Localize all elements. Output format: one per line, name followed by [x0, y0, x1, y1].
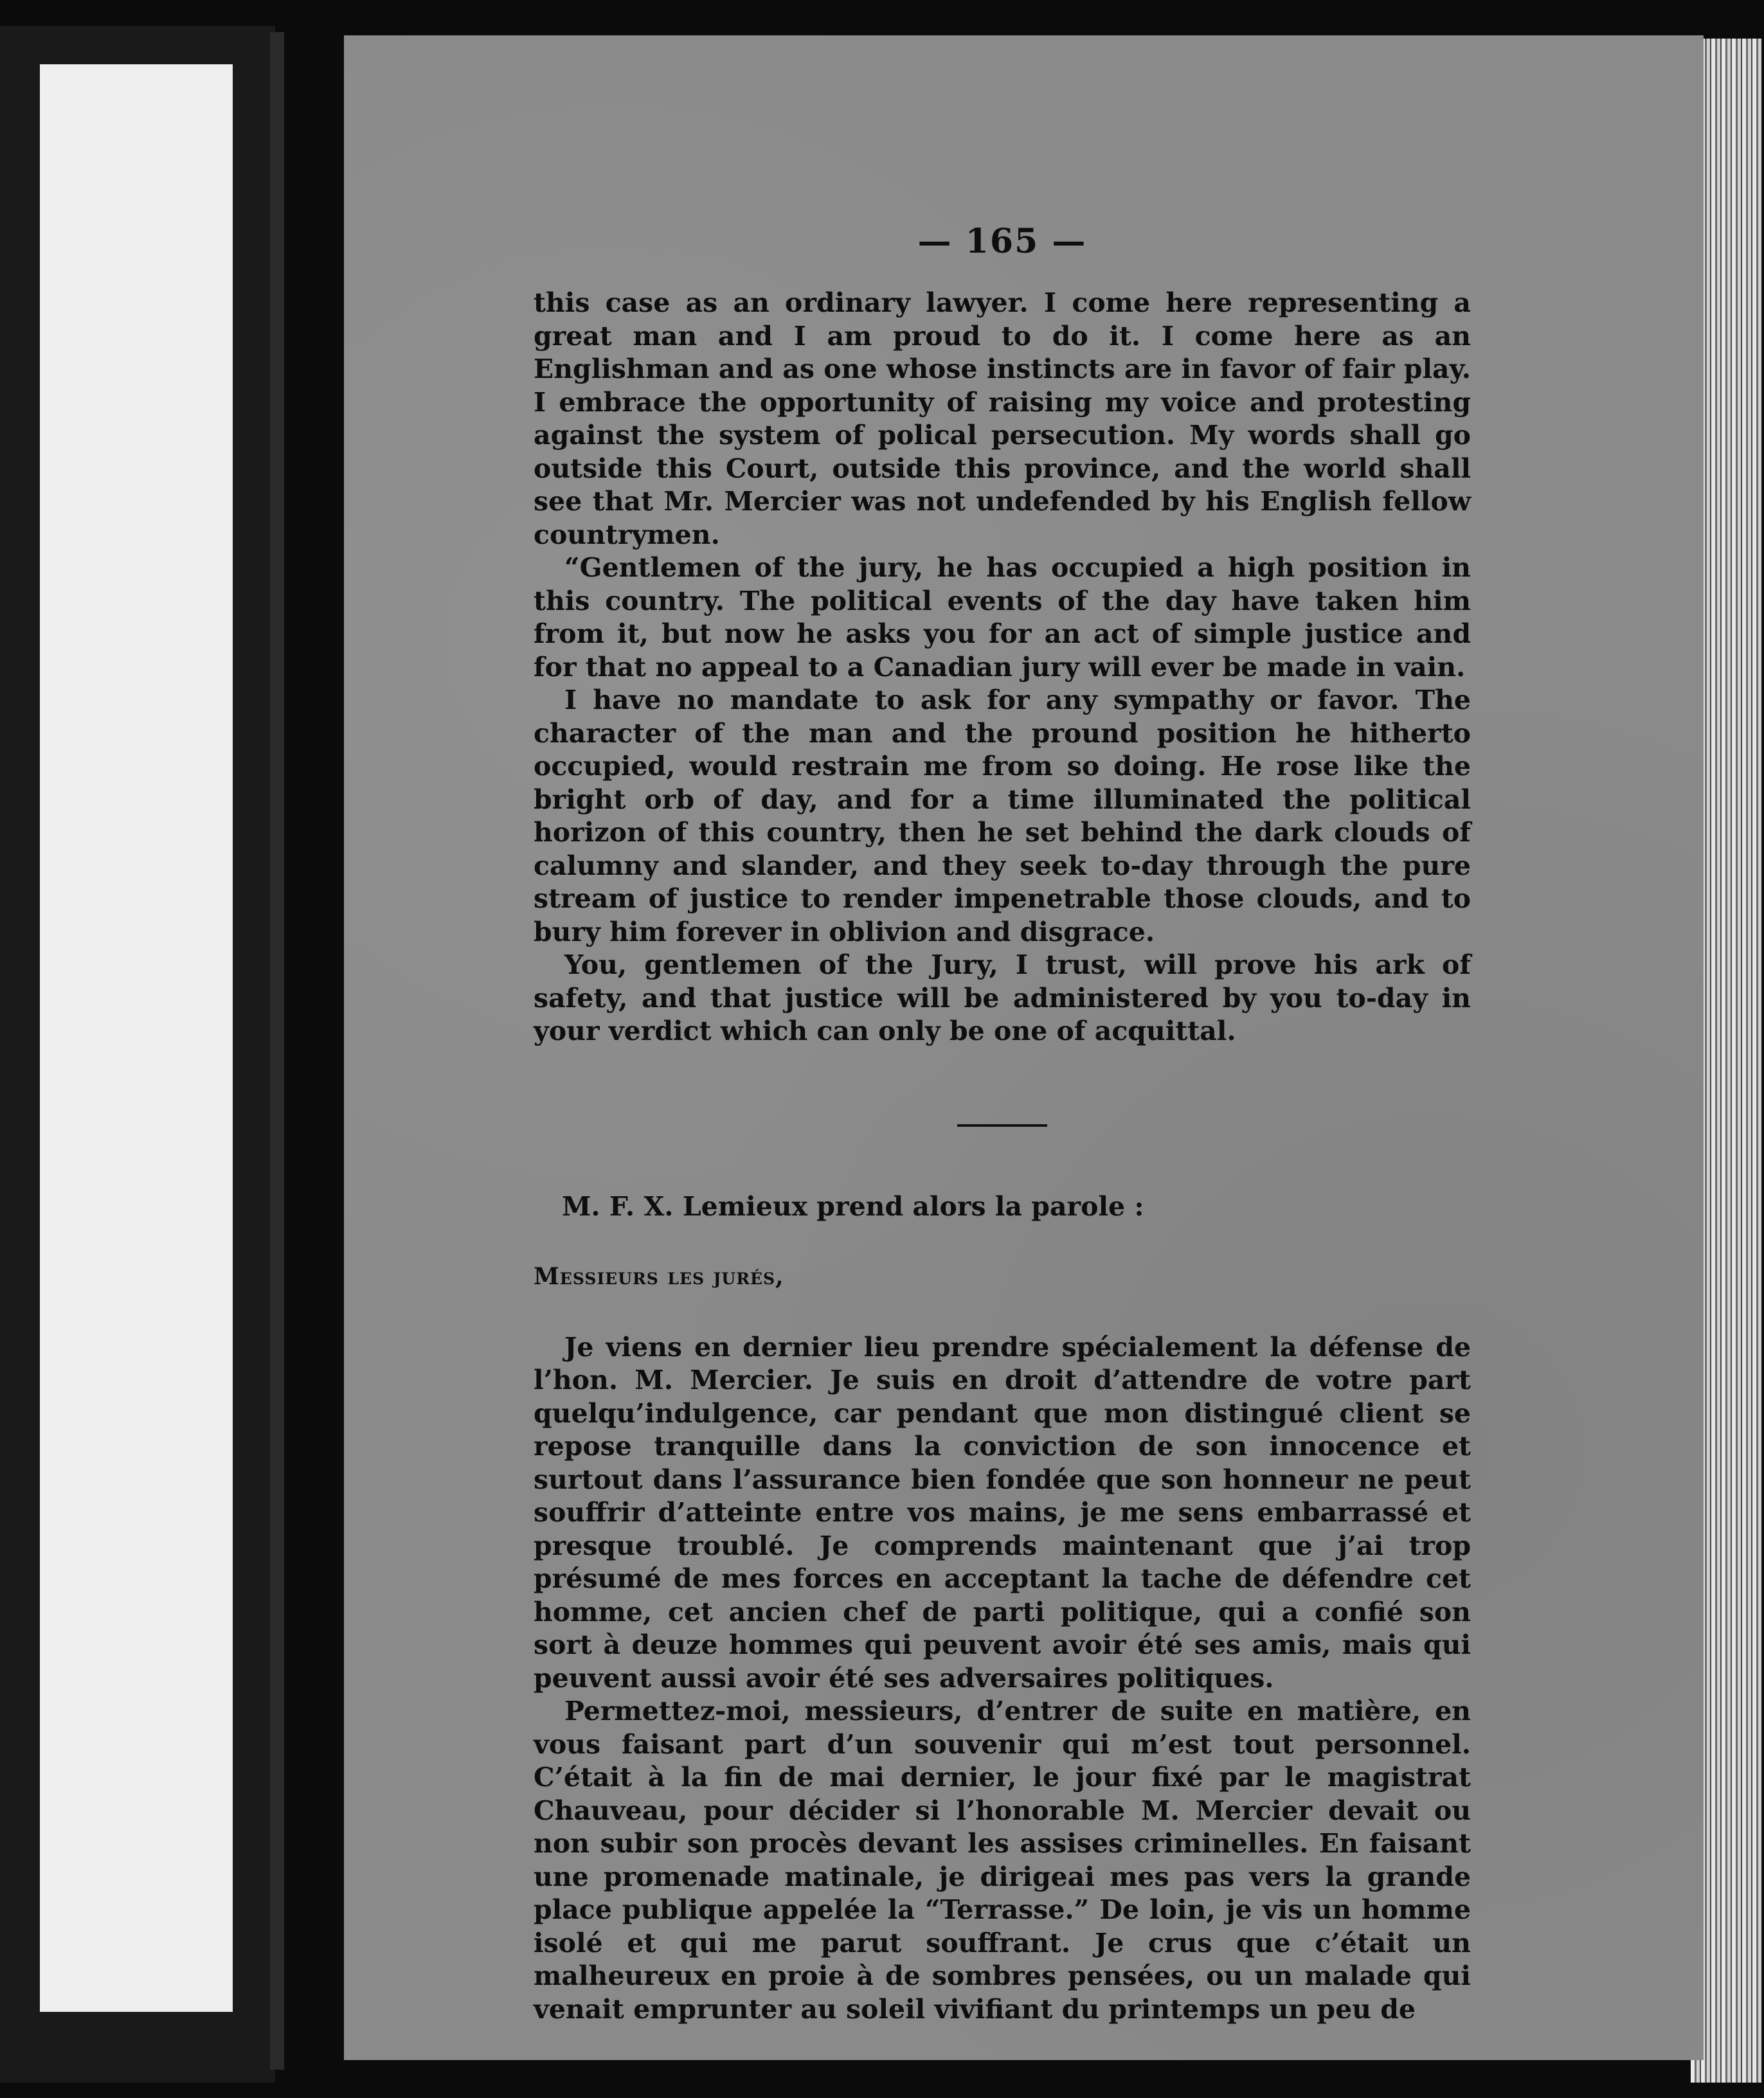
page-number: — 165 —: [917, 222, 1087, 261]
french-paragraph-1: Je viens en dernier lieu prendre spécialement la défense de l’hon. M. Mercier. Je suis en droit d’attendre de votre part quelqu’indulgence, car pendant que mon distingué client se repose tranquille dans la conviction de son innocence et surtout dans l’assurance bien fondée que son honneur ne peut souffrir d’atteinte entre vos mains, je me sens embarrassé et presque troublé. Je comprends maintenant que j’ai trop présumé de mes forces en acceptant la tache de défendre cet homme, cet ancien chef de parti politique, qui a confié son sort à deuze hommes qui peuvent avoir été ses amis, mais qui peuvent aussi avoir été ses adversaires politiques.: [534, 1331, 1471, 1694]
french-paragraph-2: Permettez-moi, messieurs, d’entrer de suite en matière, en vous faisant part d’un souvenir qui m’est tout personnel. C’était à la fin de mai dernier, le jour fixé par le magistrat Chauveau, pour décider si l’honorable M. Mercier devait ou non subir son procès devant les assises criminelles. En faisant une promenade matinale, je dirigeai mes pas vers la grande place publique appelée la “Terrasse.” De loin, je vis un homme isolé et qui me parut souffrant. Je crus que c’était un malheureux en proie à de sombres pensées, ou un malade qui venait emprunter au soleil vivifiant du printemps un peu de: [534, 1696, 1471, 2025]
page-content: [534, 222, 1471, 2026]
english-paragraph-3: I have no mandate to ask for any sympathy or favor. The character of the man and the pround position he hitherto occupied, would restrain me from so doing. He rose like the bright orb of day, and for a time illuminated the political horizon of this country, then he set behind the dark clouds of calumny and slander, and they seek to-day through the pure stream of justice to render impenetrable those clouds, and to bury him forever in oblivion and disgrace.: [534, 685, 1471, 947]
left-page-paper: [40, 64, 233, 2012]
salutation: Messieurs les jurés,: [534, 1262, 784, 1290]
english-paragraph-4: You, gentlemen of the Jury, I trust, will prove his ark of safety, and that justice will be administered by you to-day in your verdict which can only be one of acquittal.: [534, 949, 1471, 1046]
section-divider: [957, 1124, 1047, 1127]
scanned-page: [344, 35, 1704, 2060]
english-paragraph-2: “Gentlemen of the jury, he has occupied a high position in this country. The political events of the day have taken him from it, but now he asks you for an act of simple justice and for that no appeal to a Canadian jury will ever be made in vain.: [534, 552, 1471, 683]
book-gutter: [270, 32, 284, 2070]
speaker-line: M. F. X. Lemieux prend alors la parole :: [562, 1190, 1144, 1222]
left-page: [0, 26, 275, 2083]
english-paragraph-1: this case as an ordinary lawyer. I come here representing a great man and I am proud to do it. I come here as an Englishman and as one whose instincts are in favor of fair play. I embrace the opportunity of raising my voice and protesting against the system of polical persecution. My words shall go outside this Court, outside this province, and the world shall see that Mr. Mercier was not undefended by his English fellow countrymen.: [534, 287, 1471, 550]
